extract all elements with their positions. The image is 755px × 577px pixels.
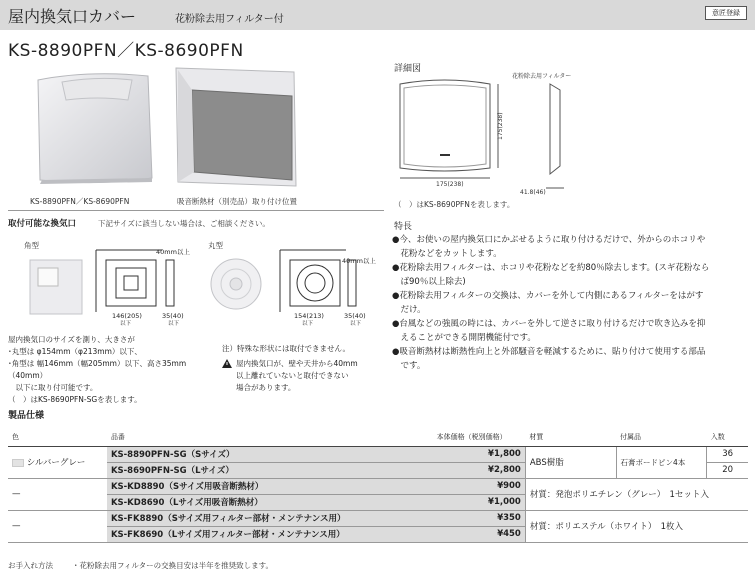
divider bbox=[8, 210, 384, 211]
page-title: 屋内換気口カバー bbox=[8, 7, 137, 26]
mountable-note: 下記サイズに該当しない場合は、ご相談ください。 bbox=[98, 219, 270, 228]
warning-text: 屋内換気口が、壁や天井から40mm 以上離れていないと取付できない 場合があります。 bbox=[236, 359, 358, 392]
square-dim1-sub: 以下 bbox=[120, 321, 132, 327]
features-list bbox=[392, 233, 750, 373]
page-subtitle: 花粉除去用フィルター付 bbox=[175, 14, 284, 25]
feature-line: えることができる開閉機能付です。 bbox=[392, 333, 536, 343]
feature-line: です。 bbox=[392, 361, 426, 371]
feature-line: ●今、お使いの屋内換気口にかぶせるように取り付けるだけで、外からのホコリや bbox=[392, 235, 706, 245]
square-label: 角型 bbox=[24, 241, 39, 250]
detail-title: 詳細図 bbox=[394, 64, 422, 74]
footer-text: ・花粉除去用フィルターの交換目安は半年を推奨致します。 bbox=[72, 561, 273, 570]
warning-icon bbox=[222, 359, 232, 368]
photo1-caption: KS-8890PFN／KS-8690PFN bbox=[30, 197, 130, 206]
table-row: — KS-KD8890（Sサイズ用吸音断熱材） ¥900 材質：発泡ポリエチレン（グレー） 1セット入 bbox=[8, 478, 748, 494]
table-row: シルバーグレー KS-8890PFN-SG（Sサイズ） ¥1,800 ABS樹脂 石膏ボードピン4本 36 bbox=[8, 446, 748, 462]
round-label: 丸型 bbox=[208, 241, 223, 250]
table-row: KS-KD8690（Lサイズ用吸音断熱材） ¥1,000 bbox=[8, 494, 748, 510]
special-shape-note: 注）特殊な形状には取付できません。 bbox=[222, 344, 350, 353]
square-vent-photo bbox=[20, 252, 90, 322]
mountable-title: 取付可能な換気口 bbox=[8, 219, 77, 229]
features-title: 特長 bbox=[394, 222, 413, 232]
detail-drawing bbox=[394, 70, 584, 200]
feature-line: だけ。 bbox=[392, 305, 426, 315]
mountable-description: 屋内換気口のサイズを測り、大きさが ･丸型は φ154mm（φ213mm）以下、 ･角型は 幅146mm（幅205mm）以下、高さ35mm（40mm） 以下に取り付可能です。 （ ）はKS-8690PFN-SGを表します。 bbox=[8, 335, 187, 404]
model-title: KS-8890PFN／KS-8690PFN bbox=[8, 41, 244, 61]
dim-width: 175(238) bbox=[436, 181, 464, 188]
design-registration-badge: 意匠登録 bbox=[705, 6, 747, 20]
feature-line: ●吸音断熱材は断熱性向上と外部騒音を軽減するために、貼り付けて使用する部品 bbox=[392, 347, 706, 357]
footer-label: お手入れ方法 bbox=[8, 561, 53, 570]
feature-line: ●花粉除去用フィルターの交換は、カバーを外して内側にあるフィルターをはがす bbox=[392, 291, 704, 301]
product-photo-inside bbox=[170, 62, 302, 190]
round-vent-photo bbox=[206, 254, 270, 318]
square-dim2-sub: 以下 bbox=[168, 321, 180, 327]
detail-note: （ ）はKS-8690PFNを表します。 bbox=[394, 200, 515, 209]
round-dim1-sub: 以下 bbox=[302, 321, 314, 327]
spec-table bbox=[8, 428, 748, 543]
title-bar bbox=[0, 0, 755, 30]
table-row: KS-FK8690（Lサイズ用フィルター部材・メンテナンス用） ¥450 bbox=[8, 526, 748, 542]
feature-line: ば90％以上除去) bbox=[392, 277, 466, 287]
feature-line: ●花粉除去用フィルターは、ホコリや花粉などを約80％除去します。(スギ花粉なら bbox=[392, 263, 710, 273]
square-dim1: 146(205) bbox=[112, 312, 142, 320]
round-dim1: 154(213) bbox=[294, 312, 324, 320]
square-dim2: 35(40) bbox=[162, 312, 184, 320]
round-dim2-sub: 以下 bbox=[350, 321, 362, 327]
round-top-dim: 40mm以上 bbox=[342, 257, 376, 265]
table-row: KS-8690PFN-SG（Lサイズ） ¥2,800 20 bbox=[8, 462, 748, 478]
filter-label: 花粉除去用フィルター bbox=[512, 73, 572, 80]
table-row: — KS-FK8890（Sサイズ用フィルター部材・メンテナンス用） ¥350 材質：ポリエステル（ホワイト） 1枚入 bbox=[8, 510, 748, 526]
dim-depth: 41.8(46) bbox=[520, 189, 546, 196]
feature-line: 花粉などをカットします。 bbox=[392, 249, 502, 259]
spec-header-row: 色 品番 本体価格（税別価格） 材質 付属品 入数 bbox=[8, 428, 748, 446]
photo2-caption: 吸音断熱材（別売品）取り付け位置 bbox=[177, 197, 297, 206]
feature-line: ●台風などの強風の時には、カバーを外して逆さに取り付けるだけで吹き込みを抑 bbox=[392, 319, 706, 329]
spec-title: 製品仕様 bbox=[8, 411, 45, 421]
color-swatch bbox=[12, 459, 24, 467]
product-photo-front bbox=[28, 62, 158, 190]
round-dim2: 35(40) bbox=[344, 312, 366, 320]
dim-height: 175(238) bbox=[497, 112, 504, 140]
square-top-dim: 40mm以上 bbox=[156, 248, 190, 256]
